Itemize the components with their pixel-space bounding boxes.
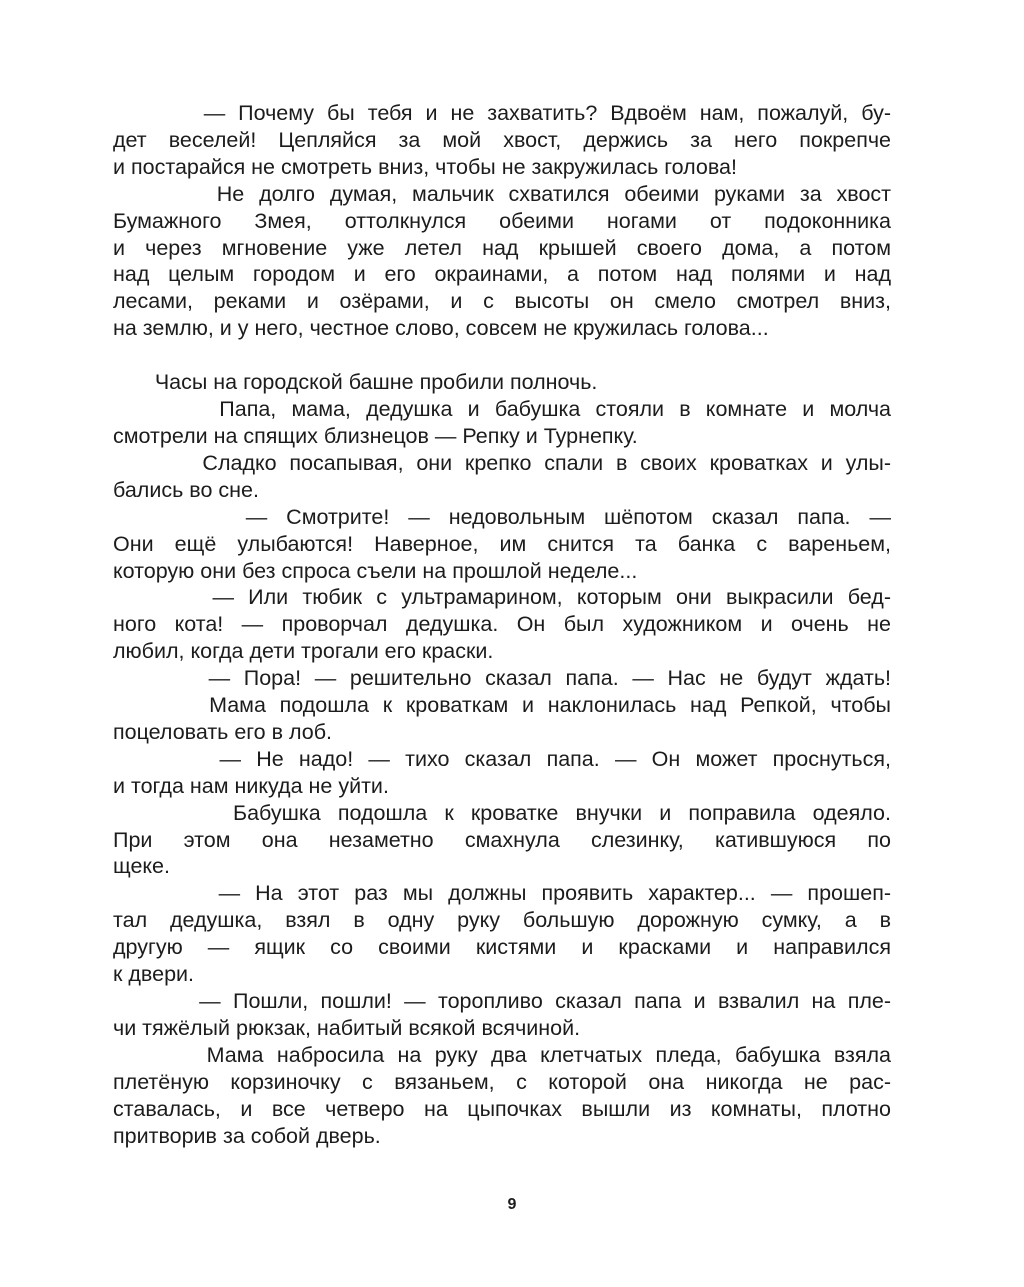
text-line: Бабушка подошла к кроватке внучки и поправила одеяло. (113, 800, 891, 825)
text-line: Часы на городской башне пробили полночь. (113, 370, 598, 395)
text-line: на землю, и у него, честное слово, совсем не кружилась голова... (113, 316, 769, 341)
text-line: и через мгновение уже летел над крышей своего дома, а потом (113, 235, 891, 260)
text-line: лесами, реками и озёрами, и с высоты он смело смотрел вниз, (113, 289, 891, 314)
text-line: плетёную корзиночку с вязаньем, с которой она никогда не рас- (113, 1069, 891, 1094)
text-line: Папа, мама, дедушка и бабушка стояли в комнате и молча (113, 397, 891, 422)
text-line: щеке. (113, 854, 170, 879)
paragraph (113, 692, 891, 746)
text-line: смотрели на спящих близнецов — Репку и Турнепку. (113, 423, 638, 448)
text-line: которую они без спроса съели на прошлой неделе... (113, 558, 638, 583)
text-line: любил, когда дети трогали его краски. (113, 639, 494, 664)
text-line: Мама подошла к кроваткам и наклонилась над Репкой, чтобы (113, 693, 891, 718)
text-line: дет веселей! Цепляйся за мой хвост, держись за него покрепче (113, 127, 891, 152)
text-line: и тогда нам никуда не уйти. (113, 773, 389, 798)
text-line: — На этот раз мы должны проявить характер... — прошеп- (113, 881, 891, 906)
text-line: к двери. (113, 962, 195, 987)
paragraph (113, 100, 891, 181)
paragraph (113, 396, 891, 450)
text-line: Бумажного Змея, оттолкнулся обеими ногами от подоконника (113, 208, 891, 233)
paragraph (113, 504, 891, 585)
text-line: Мама набросила на руку два клетчатых пледа, бабушка взяла (113, 1042, 891, 1067)
paragraph (113, 584, 891, 665)
text-line: и постарайся не смотреть вниз, чтобы не закружилась голова! (113, 154, 737, 179)
text-line: — Или тюбик с ультрамарином, которым они выкрасили бед- (113, 585, 891, 610)
paragraph (113, 746, 891, 800)
paragraph (113, 450, 891, 504)
paragraph (113, 181, 891, 342)
page-number: 9 (507, 1196, 517, 1213)
text-line: — Почему бы тебя и не захватить? Вдвоём нам, пожалуй, бу- (113, 101, 891, 125)
text-line: над целым городом и его окраинами, а потом над полями и над (113, 262, 891, 287)
paragraph (113, 800, 891, 881)
text-line: — Пошли, пошли! — торопливо сказал папа и взвалил на пле- (113, 989, 891, 1013)
text-line: — Смотрите! — недовольным шёпотом сказал папа. — (113, 504, 891, 529)
text-line: притворив за собой дверь. (113, 1123, 381, 1148)
text-line: чи тяжёлый рюкзак, набитый всякой всячиной. (113, 1015, 581, 1040)
paragraph (113, 1042, 891, 1150)
text-line: поцеловать его в лоб. (113, 719, 333, 744)
text-line: — Пора! — решительно сказал папа. — Нас не будут ждать! (113, 666, 891, 691)
paragraph (113, 880, 891, 988)
text-line: Они ещё улыбаются! Наверное, им снится та банка с вареньем, (113, 531, 891, 556)
text-line: — Не надо! — тихо сказал папа. — Он может проснуться, (113, 746, 891, 771)
text-line: Не долго думая, мальчик схватился обеими руками за хвост (113, 181, 891, 206)
text-line: тал дедушка, взял в одну руку большую дорожную сумку, а в (113, 908, 891, 933)
paragraph (113, 665, 891, 692)
text-line: При этом она незаметно смахнула слезинку, катившуюся по (113, 827, 891, 852)
paragraph (113, 988, 891, 1042)
text-line: Сладко посапывая, они крепко спали в своих кроватках и улы- (113, 450, 891, 475)
page-body (113, 100, 891, 1149)
paragraph (113, 369, 891, 396)
text-line: ного кота! — проворчал дедушка. Он был художником и очень не (113, 612, 891, 637)
text-line: бались во сне. (113, 477, 259, 502)
text-line: другую — ящик со своими кистями и красками и направился (113, 935, 891, 960)
section-break (113, 342, 891, 369)
text-line: ставалась, и все четверо на цыпочках вышли из комнаты, плотно (113, 1096, 891, 1121)
